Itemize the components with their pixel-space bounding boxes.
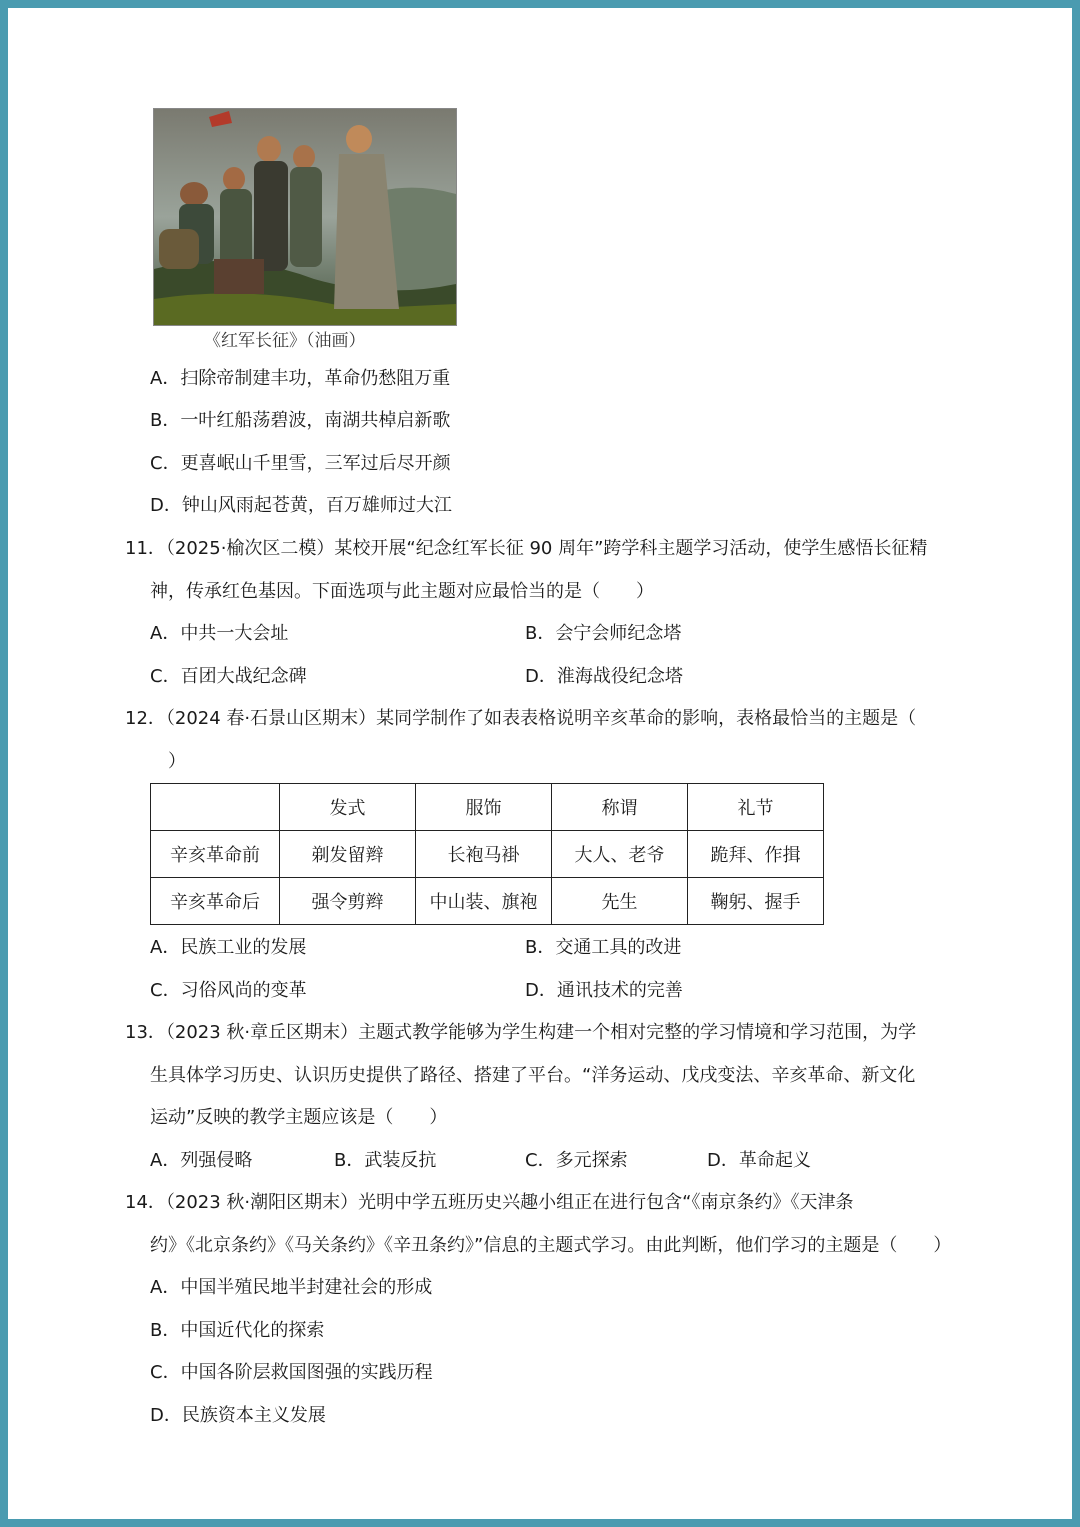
q12-stem-line2: ）: [168, 751, 186, 772]
q10-option-c[interactable]: C．更喜岷山千里雪，三军过后尽开颜: [150, 453, 451, 474]
table-header-cell: 服饰: [416, 784, 552, 831]
q10-option-a[interactable]: A．扫除帝制建丰功，革命仍愁阻万重: [150, 368, 451, 389]
q13-option-c[interactable]: C．多元探索: [525, 1150, 628, 1171]
q11-stem-line1: 11．（2025·榆次区二模）某校开展“纪念红军长征 90 周年”跨学科主题学习活动，使学生感悟长征精: [125, 538, 928, 559]
painting-caption: 《红军长征》（油画）: [204, 331, 366, 351]
table-cell: 先生: [552, 878, 688, 925]
q11-option-c[interactable]: C．百团大战纪念碑: [150, 666, 307, 687]
q14-option-a[interactable]: A．中国半殖民地半封建社会的形成: [150, 1277, 433, 1298]
q13-option-a[interactable]: A．列强侵略: [150, 1150, 253, 1171]
q11-option-d[interactable]: D．淮海战役纪念塔: [525, 666, 683, 687]
q14-option-b[interactable]: B．中国近代化的探索: [150, 1320, 325, 1341]
table-cell: 辛亥革命后: [151, 878, 280, 925]
revolution-impact-table: [150, 783, 824, 925]
q10-option-d[interactable]: D．钟山风雨起苍黄，百万雄师过大江: [150, 495, 452, 516]
q11-option-b[interactable]: B．会宁会师纪念塔: [525, 623, 682, 644]
q12-option-c[interactable]: C．习俗风尚的变革: [150, 980, 307, 1001]
table-header-cell: [151, 784, 280, 831]
q13-stem-line2: 生具体学习历史、认识历史提供了路径、搭建了平台。“洋务运动、戊戌变法、辛亥革命、新文化: [150, 1065, 916, 1086]
table-cell: 辛亥革命前: [151, 831, 280, 878]
q11-stem-line2: 神，传承红色基因。下面选项与此主题对应最恰当的是（ ）: [150, 581, 654, 602]
table-header-cell: 发式: [280, 784, 416, 831]
q14-option-c[interactable]: C．中国各阶层救国图强的实践历程: [150, 1362, 433, 1383]
table-cell: 大人、老爷: [552, 831, 688, 878]
q12-stem-line1: 12．（2024 春·石景山区期末）某同学制作了如表表格说明辛亥革命的影响，表格最恰当的主题是（: [125, 708, 917, 729]
q13-stem-line1: 13．（2023 秋·章丘区期末）主题式教学能够为学生构建一个相对完整的学习情境和学习范围，为学: [125, 1022, 917, 1043]
q13-option-d[interactable]: D．革命起义: [707, 1150, 811, 1171]
exam-page: [8, 8, 1072, 1519]
table-cell: 中山装、旗袍: [416, 878, 552, 925]
q13-stem-line3: 运动”反映的教学主题应该是（ ）: [150, 1107, 448, 1128]
q14-stem-line2: 约》《北京条约》《马关条约》《辛丑条约》”信息的主题式学习。由此判断，他们学习的主题是（ ）: [150, 1235, 952, 1256]
table-header-row: [151, 784, 824, 831]
table-cell: 剃发留辫: [280, 831, 416, 878]
table-cell: 鞠躬、握手: [688, 878, 824, 925]
long-march-painting: [153, 108, 457, 326]
table-header-cell: 称谓: [552, 784, 688, 831]
q13-option-b[interactable]: B．武装反抗: [334, 1150, 437, 1171]
q12-option-b[interactable]: B．交通工具的改进: [525, 937, 682, 958]
table-row: [151, 831, 824, 878]
q12-option-d[interactable]: D．通讯技术的完善: [525, 980, 683, 1001]
table-cell: 强令剪辫: [280, 878, 416, 925]
table-row: [151, 878, 824, 925]
q14-option-d[interactable]: D．民族资本主义发展: [150, 1405, 326, 1426]
q12-option-a[interactable]: A．民族工业的发展: [150, 937, 307, 958]
table-header-cell: 礼节: [688, 784, 824, 831]
table-cell: 跪拜、作揖: [688, 831, 824, 878]
q11-option-a[interactable]: A．中共一大会址: [150, 623, 289, 644]
table-cell: 长袍马褂: [416, 831, 552, 878]
q10-option-b[interactable]: B．一叶红船荡碧波，南湖共棹启新歌: [150, 410, 451, 431]
q14-stem-line1: 14．（2023 秋·潮阳区期末）光明中学五班历史兴趣小组正在进行包含“《南京条约》《天津条: [125, 1192, 854, 1213]
